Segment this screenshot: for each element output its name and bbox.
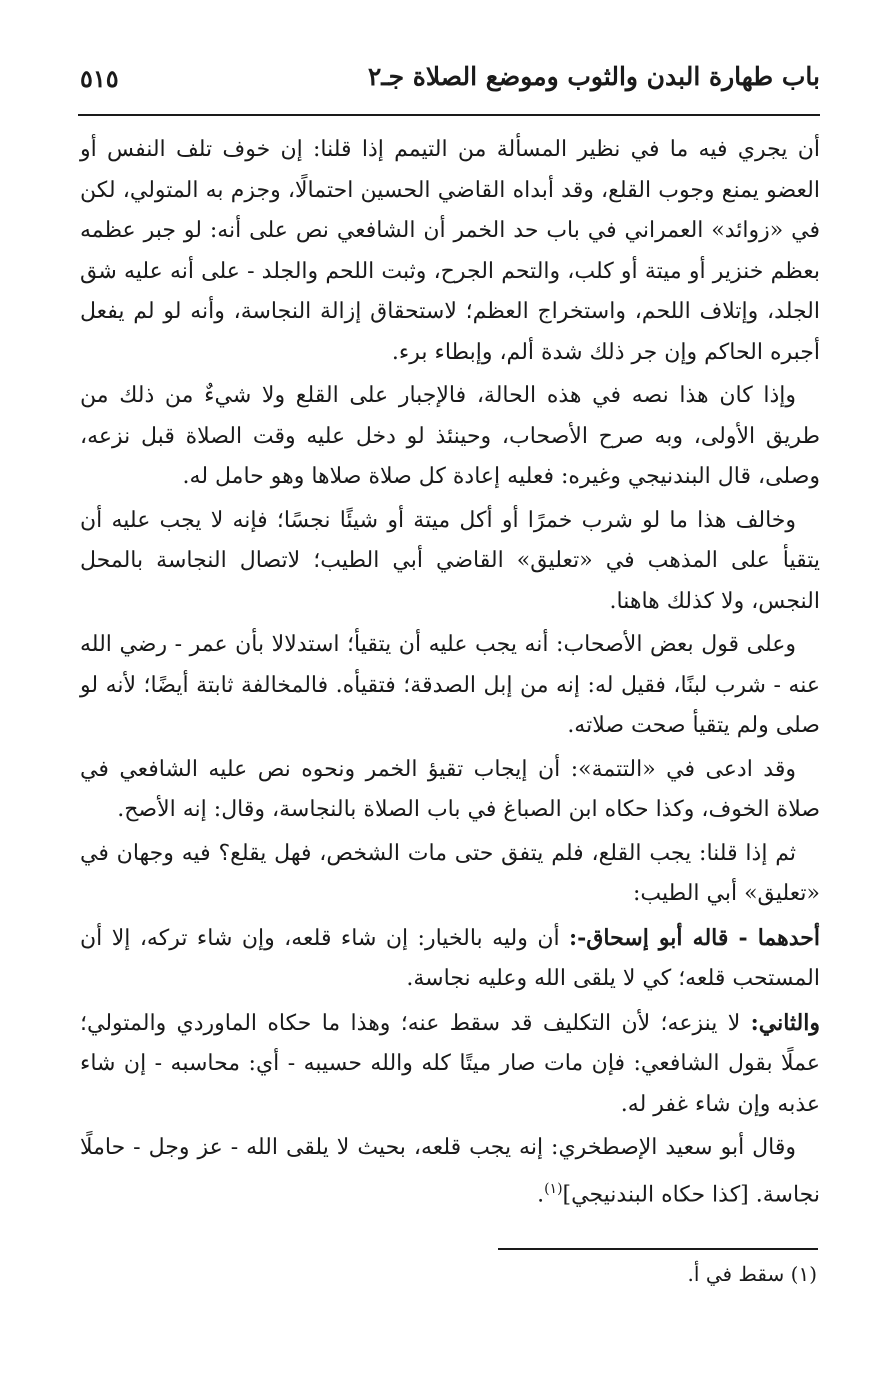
footnote-marker: (١) (544, 1180, 563, 1197)
paragraph-7-lead: أحدهما - قاله أبو إسحاق-: (569, 924, 820, 951)
paragraph-9 (80, 1128, 820, 1215)
paragraph-1: أن يجري فيه ما في نظير المسألة من التيمم إذا قلنا: إن خوف تلف النفس أو العضو يمنع وجوب القلع، وقد أبداه القاضي الحسين احتمالًا، وجزم به المتولي، لكن في «زوائد» العمراني في باب حد الخمر أن الشافعي نص على أنه: لو جبر عظمه بعظم خنزير أو ميتة أو كلب، والتحم الجرح، وثبت اللحم والجلد - على أنه عليه شق الجلد، وإتلاف اللحم، واستخراج العظم؛ لاستحقاق إزالة النجاسة، وأنه لو لم يفعل أجبره الحاكم وإن جر ذلك شدة ألم، وإبطاء برء. (80, 137, 821, 365)
main-text (80, 130, 820, 1218)
paragraph-7 (80, 918, 820, 1000)
footnote-rule (498, 1248, 818, 1250)
footnote: (١) سقط في أ. (687, 1262, 817, 1286)
page-number: ٥١٥ (80, 64, 119, 93)
chapter-title: باب طهارة البدن والثوب وموضع الصلاة جـ٢ (367, 62, 820, 91)
paragraph-5: وقد ادعى في «التتمة»: أن إيجاب تقيؤ الخمر ونحوه نص عليه الشافعي في صلاة الخوف، وكذا حكاه ابن الصباغ في باب الصلاة بالنجاسة، وقال: إنه الأصح. (80, 756, 820, 822)
paragraph-3: وخالف هذا ما لو شرب خمرًا أو أكل ميتة أو شيئًا نجسًا؛ فإنه لا يجب عليه أن يتقيأ على المذهب في «تعليق» القاضي أبي الطيب؛ لاتصال النجاسة بالمحل النجس، ولا كذلك هاهنا. (80, 507, 820, 614)
paragraph-2: وإذا كان هذا نصه في هذه الحالة، فالإجبار على القلع ولا شيءٌ من ذلك من طريق الأولى، وبه صرح الأصحاب، وحينئذ لو دخل عليه وقت الصلاة قبل نزعه، وصلى، قال البندنيجي وغيره: فعليه إعادة كل صلاة صلاها وهو حامل له. (80, 383, 820, 489)
running-header (80, 62, 820, 102)
paragraph-9-text: وقال أبو سعيد الإصطخري: إنه يجب قلعه، بحيث لا يلقى الله - عز وجل - حاملًا نجاسة. [كذا حكاه البندنيجي] (80, 1135, 820, 1207)
paragraph-6: ثم إذا قلنا: يجب القلع، فلم يتفق حتى مات الشخص، فهل يقلع؟ فيه وجهان في «تعليق» أبي الطيب: (80, 840, 820, 906)
paragraph-7-rest: أن وليه بالخيار: إن شاء قلعه، وإن شاء تركه، إلا أن المستحب قلعه؛ كي لا يلقى الله وعليه نجاسة. (80, 925, 820, 991)
paragraph-8-rest: لا ينزعه؛ لأن التكليف قد سقط عنه؛ وهذا ما حكاه الماوردي والمتولي؛ عملًا بقول الشافعي: فإن مات صار ميتًا كله والله حسيبه - أي: محاسبه - إن شاء عذبه وإن شاء غفر له. (80, 1010, 820, 1117)
paragraph-8 (80, 1003, 820, 1126)
paragraph-8-lead: والثاني: (750, 1009, 820, 1036)
header-rule (78, 114, 820, 116)
paragraph-9-end: . (537, 1181, 545, 1207)
paragraph-4: وعلى قول بعض الأصحاب: أنه يجب عليه أن يتقيأ؛ استدلالا بأن عمر - رضي الله عنه - شرب لبنًا، فقيل له: إنه من إبل الصدقة؛ فتقيأه. فالمخالفة ثابتة أيضًا؛ لأنه لو صلى ولم يتقيأ صحت صلاته. (80, 632, 820, 738)
